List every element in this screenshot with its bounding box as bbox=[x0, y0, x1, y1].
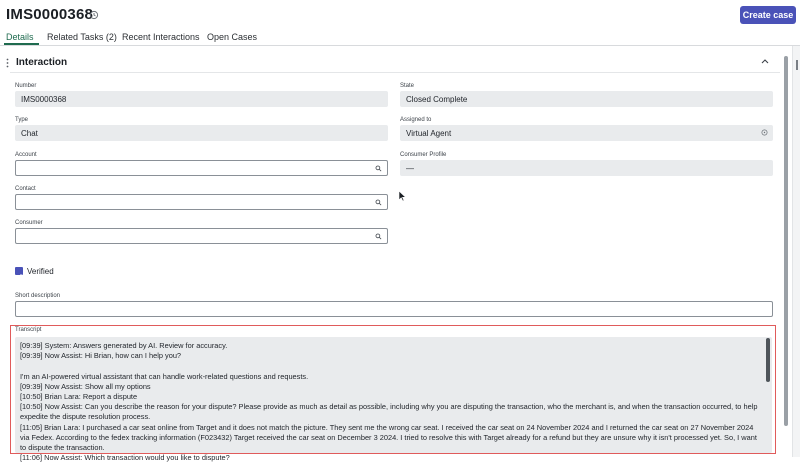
tab-recent-interactions[interactable]: Recent Interactions bbox=[122, 32, 200, 42]
verified-checkbox[interactable] bbox=[15, 267, 23, 275]
search-icon[interactable] bbox=[375, 233, 382, 240]
assigned-to-field[interactable] bbox=[400, 125, 773, 141]
tab-details[interactable]: Details bbox=[6, 32, 34, 42]
short-description-field[interactable] bbox=[15, 301, 773, 317]
contact-label: Contact bbox=[15, 186, 36, 192]
state-label: State bbox=[400, 83, 415, 89]
record-header bbox=[0, 0, 800, 30]
verified-label: Verified bbox=[27, 267, 54, 276]
section-divider bbox=[10, 72, 780, 73]
create-case-button[interactable]: Create case bbox=[740, 6, 796, 24]
mouse-pointer-icon bbox=[398, 190, 407, 202]
account-label: Account bbox=[15, 152, 37, 158]
account-field[interactable] bbox=[15, 160, 388, 176]
type-field[interactable]: Chat bbox=[15, 125, 388, 141]
page-scrollbar-thumb[interactable] bbox=[784, 56, 788, 426]
transcript-label: Transcript bbox=[15, 327, 42, 333]
active-tab-indicator bbox=[4, 43, 39, 45]
chevron-up-icon[interactable] bbox=[760, 57, 770, 65]
info-icon[interactable] bbox=[761, 129, 768, 136]
side-panel-handle[interactable] bbox=[796, 60, 798, 70]
transcript-text: [09:39] System: Answers generated by AI. Review for accuracy. [09:39] Now Assist: Hi Brian, how can I help you? I'm an AI-powered virtual assistant that can handle work-related questions and requests. [09:39] Now Assist: Show all my options [10:50] Brian Lara: Report a dispute [10:50] Now Assist: Can you describe the reason for your dispute? Please provide as much as detail as possible, including why you are disputing the transaction, who the merchant is, and when the transaction occurred, to help expedite the dispute resolution process. [11:05] Brian Lara: I purchased a car seat online from Target and it does not match the picture. They sent me the wrong car seat. I received the car seat on 24 November 2024 and I returned the car seat on 27 November 2024 via Fedex. According to the fedex tracking information (F023432) Target received the car seat on December 3 2024. I tried to resolve this with Target already for a refund but they are unsure why it isn't processed yet. So, I want to dispute the transaction. [11:06] Now Assist: Which transaction would you like to dispute? bbox=[20, 341, 758, 463]
tab-bar bbox=[0, 30, 800, 46]
consumer-field[interactable] bbox=[15, 228, 388, 244]
state-field[interactable]: Closed Complete bbox=[400, 91, 773, 107]
number-label: Number bbox=[15, 83, 37, 89]
number-field[interactable]: IMS0000368 bbox=[15, 91, 388, 107]
section-title: Interaction bbox=[16, 57, 68, 68]
tab-open-cases[interactable]: Open Cases bbox=[207, 32, 258, 42]
page-scrollbar-track[interactable] bbox=[792, 46, 800, 457]
record-title: IMS0000368 bbox=[6, 6, 94, 23]
consumer-profile-field[interactable]: — bbox=[400, 160, 773, 176]
contact-field[interactable] bbox=[15, 194, 388, 210]
transcript-scrollbar[interactable] bbox=[766, 338, 770, 382]
search-icon[interactable] bbox=[375, 199, 382, 206]
transcript-field[interactable] bbox=[15, 337, 772, 463]
consumer-profile-label: Consumer Profile bbox=[400, 152, 447, 158]
check-icon bbox=[15, 272, 23, 280]
type-label: Type bbox=[15, 117, 29, 123]
assigned-to-value: Virtual Agent bbox=[406, 128, 452, 138]
search-icon[interactable] bbox=[375, 165, 382, 172]
short-description-label: Short description bbox=[15, 293, 61, 299]
consumer-label: Consumer bbox=[15, 220, 43, 226]
drag-handle-icon[interactable] bbox=[6, 58, 9, 68]
history-icon[interactable] bbox=[89, 10, 99, 20]
assigned-to-label: Assigned to bbox=[400, 117, 432, 123]
tab-related-tasks[interactable]: Related Tasks (2) bbox=[47, 32, 117, 42]
